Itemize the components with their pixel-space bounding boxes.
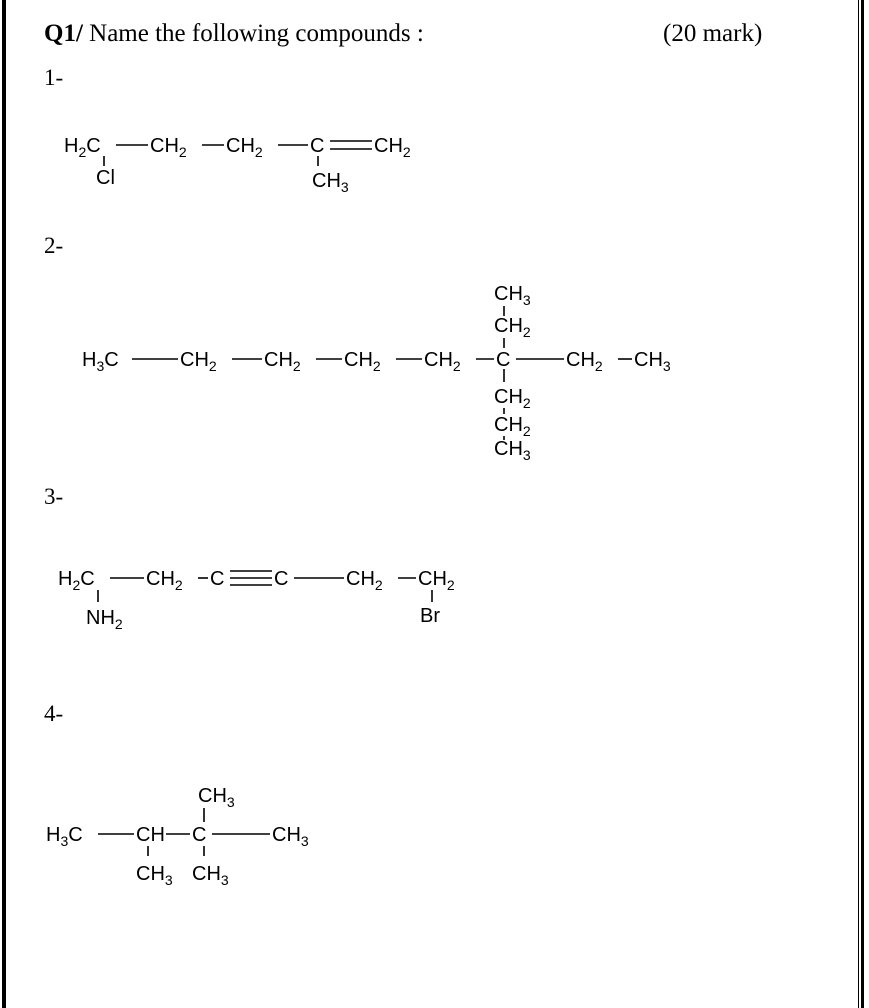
atom-h2c: $H_2C$	[64, 135, 101, 160]
atom-c: C	[210, 568, 225, 590]
atom-ch3: $CH_3$	[312, 170, 349, 195]
item-number-4: 4-	[44, 701, 64, 726]
atom-ch2: $CH_2$	[226, 135, 263, 160]
atom-h3c: $H_3C$	[82, 349, 119, 374]
compound-3-structure	[58, 568, 455, 632]
atom-nh2: $NH_2$	[86, 607, 123, 632]
atom-ch2: $CH_2$	[346, 568, 383, 593]
atom-ch2: $CH_2$	[150, 135, 187, 160]
atom-ch2: $CH_2$	[494, 315, 531, 340]
atom-ch2: $CH_2$	[344, 349, 381, 374]
atom-ch2: $CH_2$	[424, 349, 461, 374]
atom-c: C	[310, 135, 325, 157]
atom-ch2: $CH_2$	[146, 568, 183, 593]
atom-ch: CH	[136, 824, 165, 846]
atom-ch2: $CH_2$	[494, 414, 531, 439]
atom-ch2: $CH_2$	[418, 568, 455, 593]
item-number-2: 2-	[44, 233, 64, 258]
atom-ch3: $CH_3$	[494, 283, 531, 308]
atom-ch3: $CH_3$	[634, 349, 671, 374]
item-number-1: 1-	[44, 65, 64, 90]
atom-ch3: $CH_3$	[136, 863, 173, 888]
question-label: Q1/	[44, 20, 83, 47]
atom-ch3: $CH_3$	[272, 824, 309, 849]
atom-ch2: $CH_2$	[494, 386, 531, 411]
marks-label: (20 mark)	[663, 20, 763, 47]
atom-cl: Cl	[96, 167, 115, 189]
atom-ch2: $CH_2$	[264, 349, 301, 374]
atom-h2c: $H_2C$	[58, 568, 95, 593]
item-number-3: 3-	[44, 484, 64, 509]
atom-ch2: $CH_2$	[180, 349, 217, 374]
atom-h3c: $H_3C$	[46, 824, 83, 849]
compound-2-structure	[82, 283, 671, 463]
atom-ch2: $CH_2$	[566, 349, 603, 374]
atom-ch2: $CH_2$	[374, 135, 411, 160]
atom-ch3: $CH_3$	[192, 863, 229, 888]
atom-c: C	[274, 568, 289, 590]
compound-1-structure	[64, 135, 411, 195]
question-text: Name the following compounds :	[89, 20, 424, 47]
atom-br: Br	[420, 605, 440, 627]
atom-c: C	[192, 824, 207, 846]
atom-c: C	[496, 349, 511, 371]
compound-4-structure	[46, 785, 309, 888]
atom-ch3: $CH_3$	[494, 438, 531, 463]
atom-ch3: $CH_3$	[198, 785, 235, 810]
